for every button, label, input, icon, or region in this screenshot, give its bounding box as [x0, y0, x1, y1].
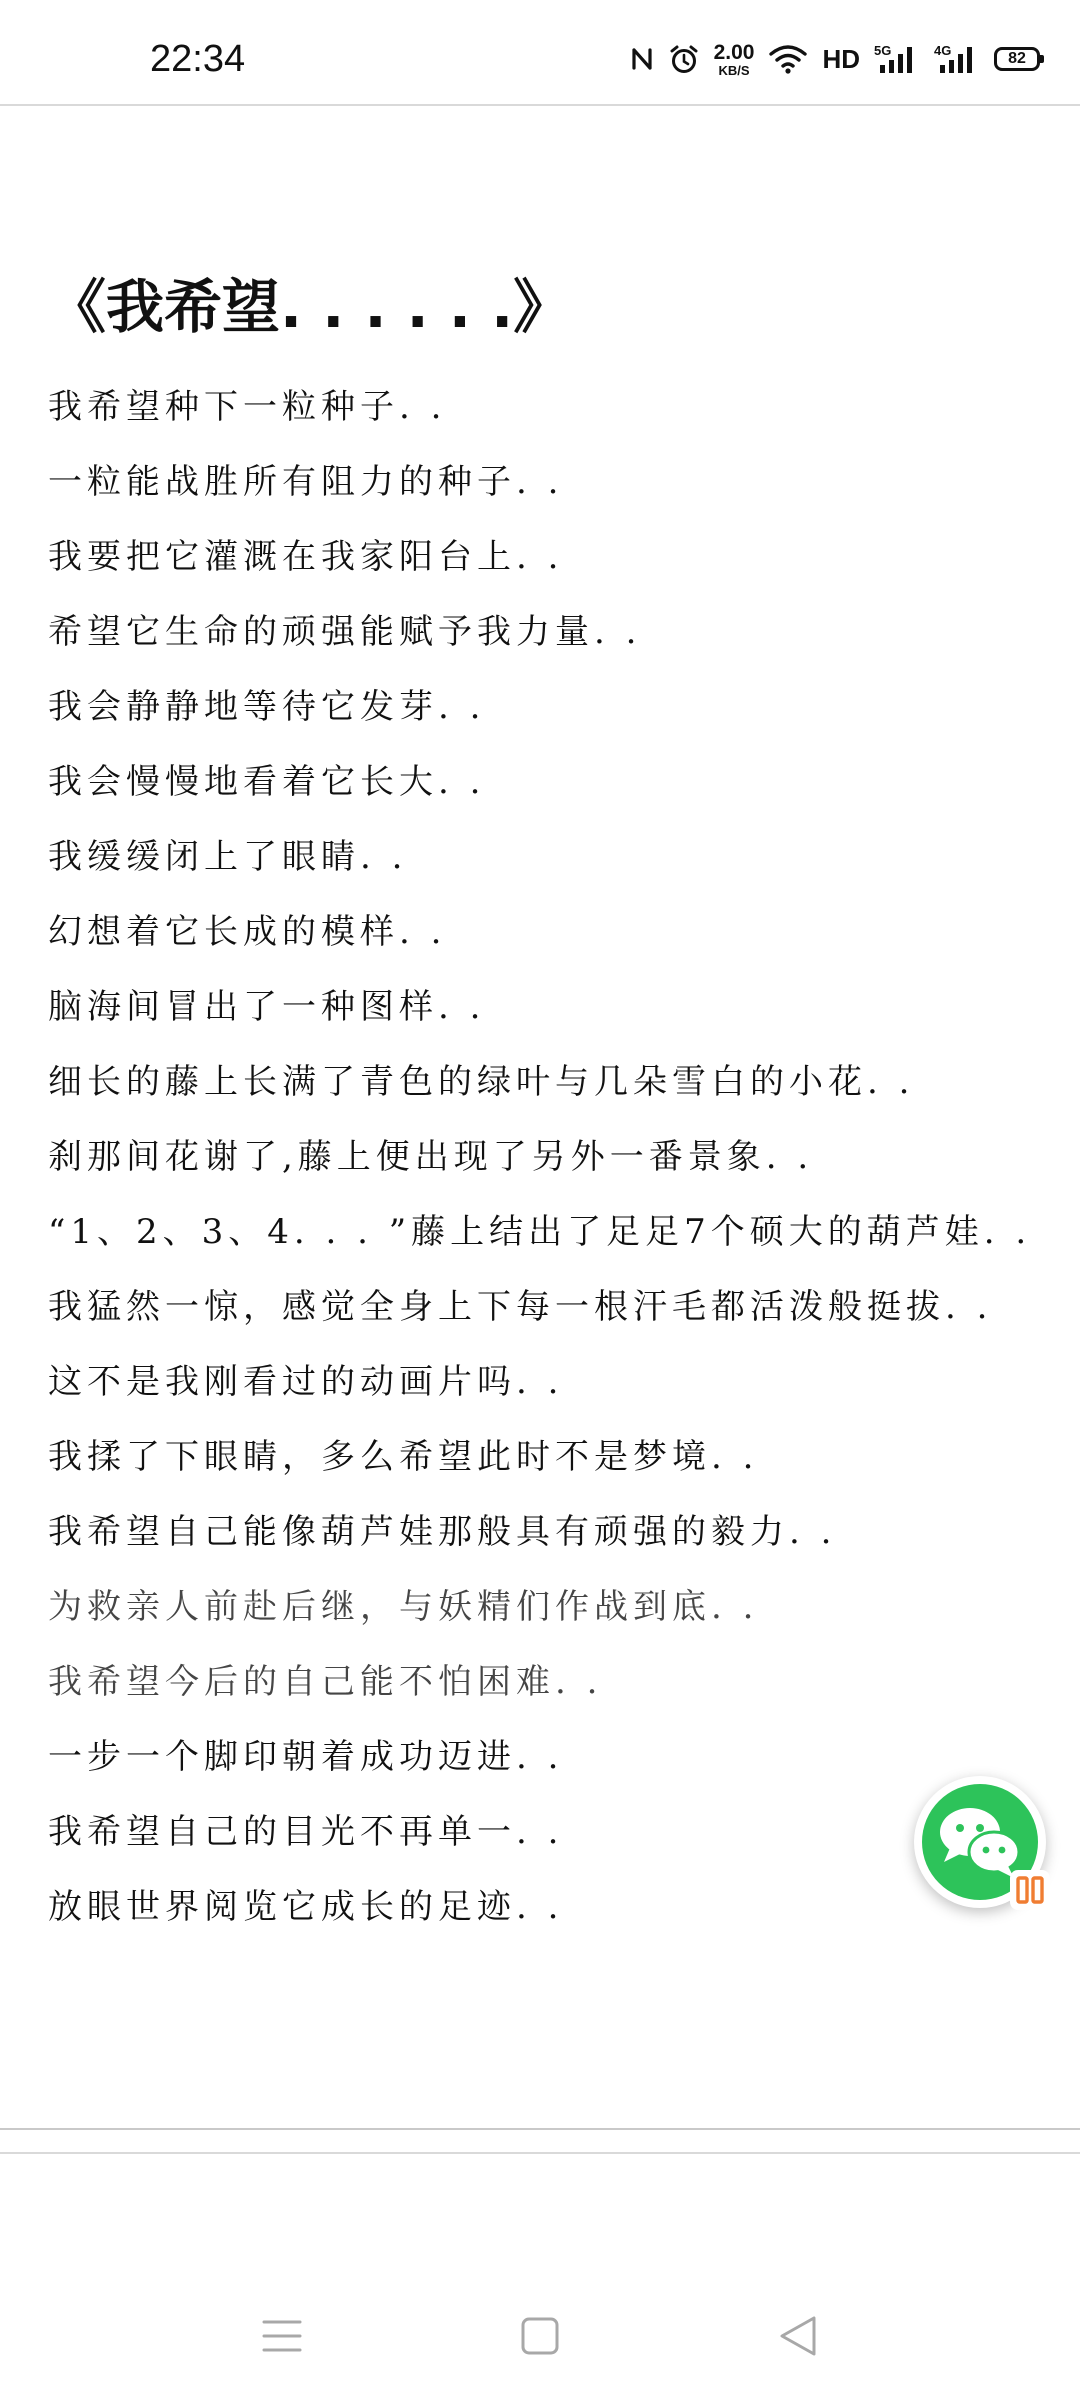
article-line: 幻想着它长成的模样. .	[48, 912, 447, 952]
svg-text:5G: 5G	[874, 43, 892, 58]
article-line: 我会静静地等待它发芽. .	[48, 687, 486, 727]
article-line: 我希望自己能像葫芦娃那般具有顽强的毅力. .	[48, 1512, 837, 1552]
back-icon	[776, 2314, 820, 2358]
nfc-icon	[630, 44, 654, 74]
article-line: 细长的藤上长满了青色的绿叶与几朵雪白的小花. .	[48, 1062, 915, 1102]
network-speed-value: 2.00	[713, 40, 755, 64]
divider	[0, 2152, 1080, 2154]
network-speed	[714, 42, 755, 77]
svg-text:4G: 4G	[934, 43, 952, 58]
navigation-bar	[0, 2286, 1080, 2386]
pause-badge-icon	[1010, 1870, 1050, 1910]
back-button[interactable]	[768, 2306, 828, 2366]
article-line: 一粒能战胜所有阻力的种子. .	[48, 462, 564, 502]
battery-level: 82	[1008, 50, 1026, 67]
wifi-icon	[768, 43, 808, 75]
article-line: 我希望自己的目光不再单一. .	[48, 1812, 564, 1852]
alarm-icon	[668, 43, 700, 75]
recent-apps-button[interactable]	[252, 2306, 312, 2366]
article-line: 一步一个脚印朝着成功迈进. .	[48, 1737, 564, 1777]
hd-voice-indicator: HD	[822, 43, 860, 74]
article-line: 脑海间冒出了一种图样. .	[48, 987, 486, 1027]
article-line: 我要把它灌溉在我家阳台上. .	[48, 537, 564, 577]
home-icon	[518, 2314, 562, 2358]
battery-icon	[994, 47, 1040, 71]
article-line: 我揉了下眼睛，多么希望此时不是梦境. .	[48, 1437, 759, 1477]
article-line: 为救亲人前赴后继，与妖精们作战到底. .	[48, 1587, 759, 1627]
article-line: 这不是我刚看过的动画片吗. .	[48, 1362, 564, 1402]
article-line: 我缓缓闭上了眼睛. .	[48, 837, 408, 877]
network-speed-unit: KB/S	[718, 62, 750, 78]
article-line: 我希望今后的自己能不怕困难. .	[48, 1662, 603, 1702]
4g-signal-icon	[934, 43, 980, 75]
article-line: “1、2、3、4. . . ”藤上结出了足足7个硕大的葫芦娃. .	[48, 1212, 1032, 1252]
article-line: 我猛然一惊，感觉全身上下每一根汗毛都活泼般挺拔. .	[48, 1287, 993, 1327]
article-line: 我会慢慢地看着它长大. .	[48, 762, 486, 802]
status-bar	[0, 0, 1080, 106]
status-icons	[630, 40, 1040, 78]
menu-icon	[260, 2316, 304, 2356]
divider	[0, 2128, 1080, 2130]
article-title: 《我希望. . . . . .》	[48, 273, 572, 341]
home-button[interactable]	[510, 2306, 570, 2366]
article-line: 我希望种下一粒种子. .	[48, 387, 447, 427]
article-line: 希望它生命的顽强能赋予我力量. .	[48, 612, 642, 652]
status-time: 22:34	[150, 38, 246, 80]
article-line: 刹那间花谢了,藤上便出现了另外一番景象. .	[48, 1137, 814, 1177]
article-line: 放眼世界阅览它成长的足迹. .	[48, 1887, 564, 1927]
5g-signal-icon	[874, 43, 920, 75]
article-lines	[48, 370, 1031, 1945]
